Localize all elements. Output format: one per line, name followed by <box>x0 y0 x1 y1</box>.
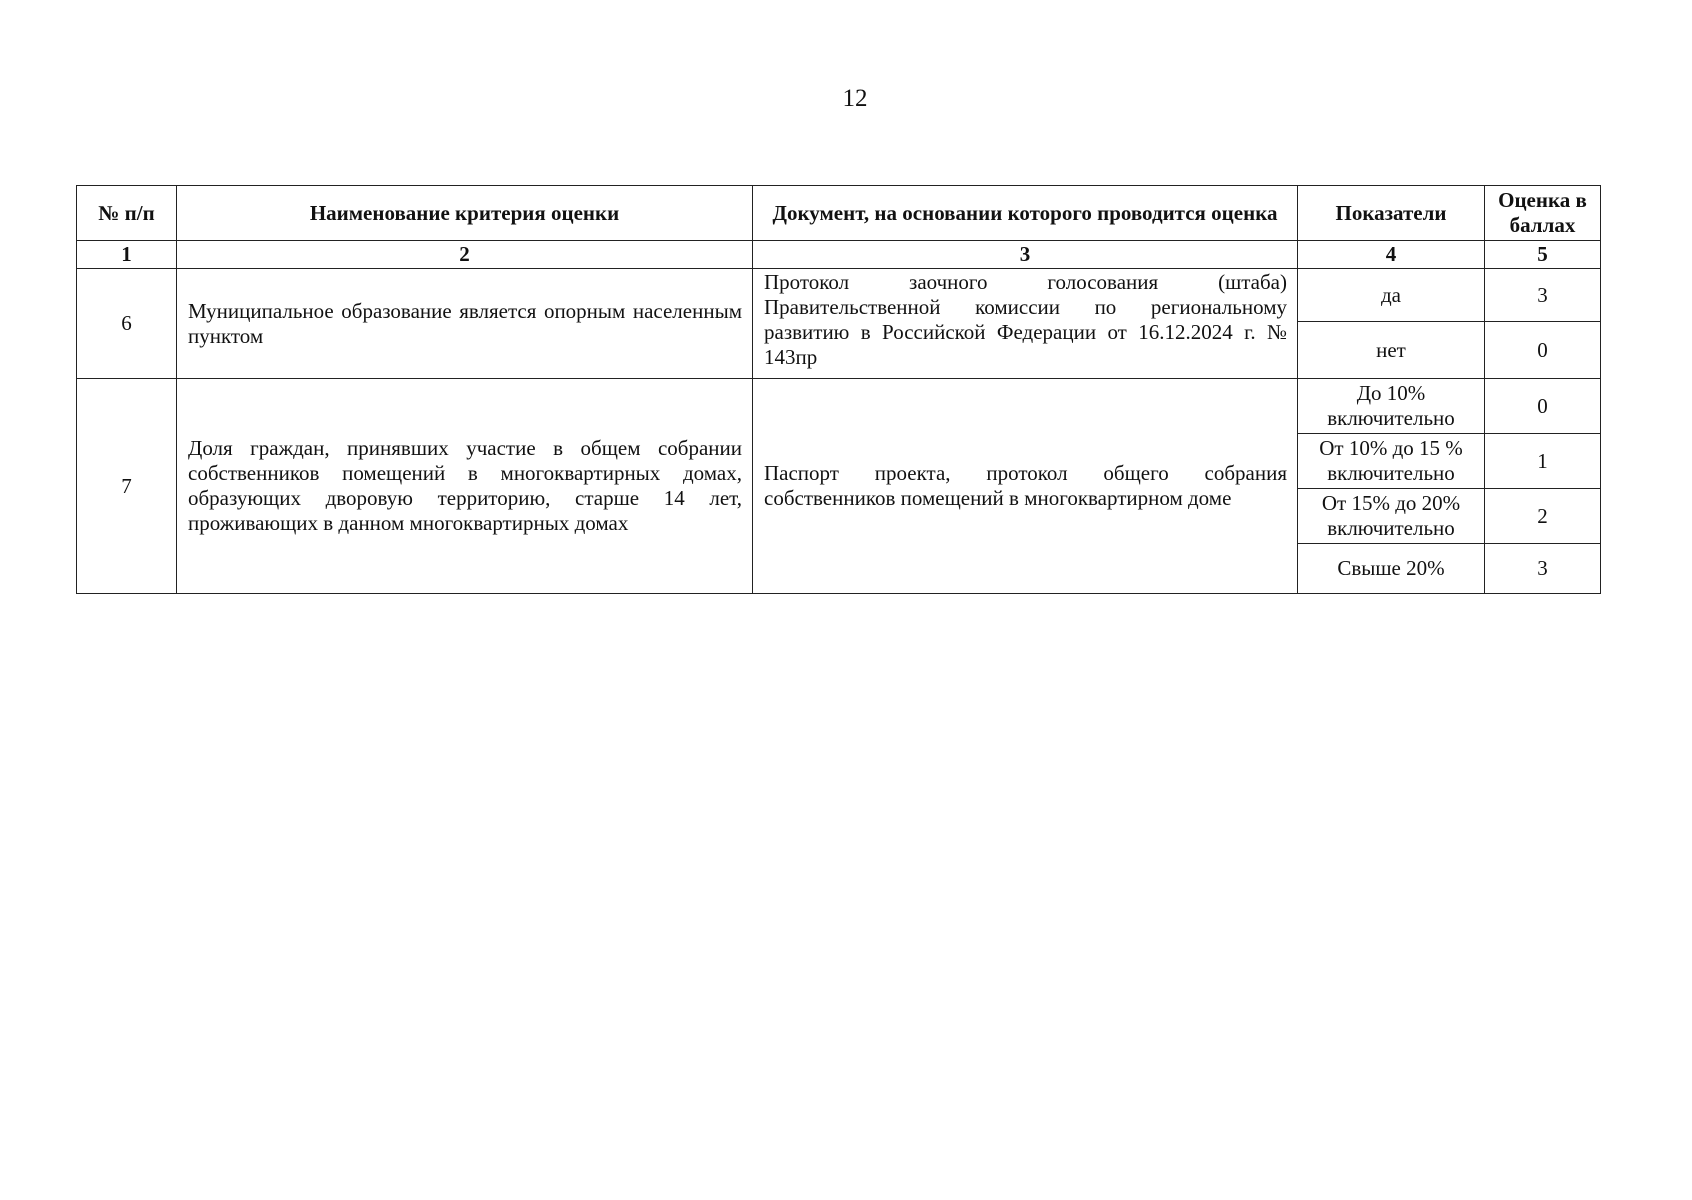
header-row <box>77 186 1601 241</box>
score-cell: 3 <box>1485 269 1601 322</box>
criteria-table <box>76 185 1601 594</box>
criterion-cell: Доля граждан, принявших участие в общем собрании собственников помещений в многоквартирных домах, образующих дворовую территорию, старше 14 лет, проживающих в данном многоквартирных домах <box>177 379 753 594</box>
score-cell: 1 <box>1485 434 1601 489</box>
row-number: 6 <box>77 269 177 379</box>
column-number: 1 <box>77 241 177 269</box>
document-cell: Протокол заочного голосования (штаба) Правительственной комиссии по региональному развитию в Российской Федерации от 16.12.2024 г. № 143пр <box>753 269 1298 379</box>
table-row <box>77 379 1601 434</box>
criterion-cell: Муниципальное образование является опорным населенным пунктом <box>177 269 753 379</box>
header-indicators: Показатели <box>1298 186 1485 241</box>
page-number: 12 <box>842 85 868 112</box>
column-number-row <box>77 241 1601 269</box>
indicator-cell: От 10% до 15 % включительно <box>1298 434 1485 489</box>
document-cell: Паспорт проекта, протокол общего собрания собственников помещений в многоквартирном доме <box>753 379 1298 594</box>
header-criterion: Наименование критерия оценки <box>177 186 753 241</box>
column-number: 2 <box>177 241 753 269</box>
column-number: 5 <box>1485 241 1601 269</box>
indicator-cell: да <box>1298 269 1485 322</box>
column-number: 3 <box>753 241 1298 269</box>
score-cell: 2 <box>1485 489 1601 544</box>
header-document: Документ, на основании которого проводится оценка <box>753 186 1298 241</box>
score-cell: 0 <box>1485 379 1601 434</box>
indicator-cell: От 15% до 20% включительно <box>1298 489 1485 544</box>
header-score: Оценка в баллах <box>1485 186 1601 241</box>
score-cell: 0 <box>1485 322 1601 379</box>
indicator-cell: До 10% включительно <box>1298 379 1485 434</box>
column-number: 4 <box>1298 241 1485 269</box>
score-cell: 3 <box>1485 544 1601 594</box>
indicator-cell: Свыше 20% <box>1298 544 1485 594</box>
row-number: 7 <box>77 379 177 594</box>
table-row <box>77 269 1601 322</box>
indicator-cell: нет <box>1298 322 1485 379</box>
header-number: № п/п <box>77 186 177 241</box>
